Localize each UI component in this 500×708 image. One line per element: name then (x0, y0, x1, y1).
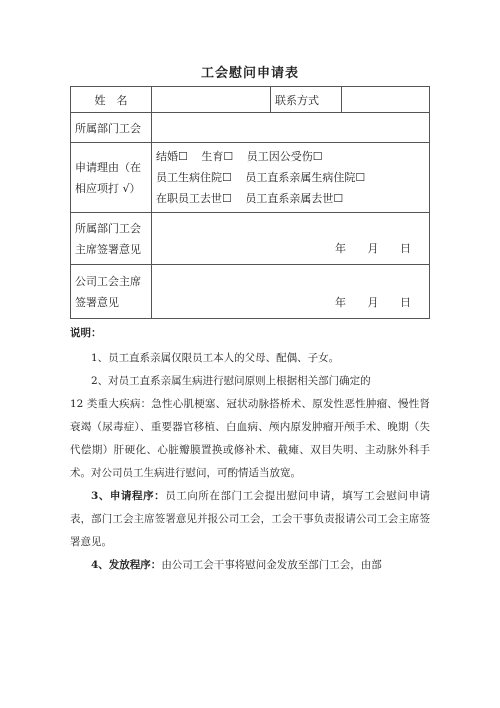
note-item-3 (70, 485, 430, 554)
application-form-table (70, 86, 430, 319)
dept-chair-label-line1: 所属部门工会 (75, 221, 141, 235)
company-chair-label (71, 265, 152, 319)
reason-options (152, 143, 430, 213)
company-chair-date: 年 月 日 (335, 296, 411, 309)
note-item-3-label: 3、申请程序： (91, 490, 166, 502)
page-title: 工会慰问申请表 (200, 66, 299, 81)
option-work-injury-checkbox[interactable]: 员工因公受伤☐ (246, 150, 323, 163)
name-field[interactable] (152, 87, 271, 113)
dept-chair-label (71, 213, 152, 265)
company-chair-label-line1: 公司工会主席 (75, 274, 141, 288)
reason-options-line2 (156, 167, 425, 188)
option-relative-hospitalized-checkbox[interactable]: 员工直系亲属生病住院☐ (245, 171, 366, 184)
note-item-2-line1: 2、对员工直系亲属生病进行慰问原则上根据相关部门确定的 (91, 375, 371, 387)
form-row-reason (71, 143, 430, 213)
note-item-1: 1、员工直系亲属仅限员工本人的父母、配偶、子女。 (91, 352, 340, 364)
contact-field[interactable] (342, 87, 430, 113)
form-row-company-chair (71, 265, 430, 319)
reason-label-line2: 相应项打 √） (75, 181, 141, 195)
name-label: 姓 名 (71, 87, 152, 113)
note-item-4-text: 由公司工会干事将慰问金发放至部门工会，由部 (161, 559, 382, 571)
option-employee-hospitalized-checkbox[interactable]: 员工生病住院☐ (156, 171, 232, 184)
note-item-3-text: 员工向所在部门工会提出慰问申请，填写工会慰问申请表，部门工会主席签署意见并报公司工会，工会干事负责报请公司工会主席签署意见。 (70, 490, 430, 548)
notes-heading: 说明： (70, 327, 102, 339)
dept-field[interactable] (152, 113, 430, 143)
form-row-dept-chair (71, 213, 430, 265)
reason-label-line1: 申请理由（在 (75, 160, 141, 174)
reason-options-line1 (156, 146, 425, 167)
dept-chair-date: 年 月 日 (335, 242, 411, 255)
notes-section (70, 322, 430, 577)
dept-chair-label-line2: 主席签署意见 (75, 242, 141, 256)
option-relative-deceased-checkbox[interactable]: 员工直系亲属去世☐ (245, 192, 344, 205)
note-item-4-label: 4、发放程序： (91, 559, 162, 571)
note-item-2-rest: 12 类重大疾病：急性心肌梗塞、冠状动脉搭桥术、原发性恶性肿瘤、慢性肾衰竭（尿毒症）、重要器官移植、白血病、颅内原发肿瘤开颅手术、晚期（失代偿期）肝硬化、心脏瓣膜置换或修补术、截瘫、双目失明、主动脉外科手术。对公司员工生病进行慰问，可酌情适当放宽。 (70, 398, 430, 479)
form-row-name (71, 87, 430, 113)
reason-options-line3 (156, 188, 425, 209)
option-employee-deceased-checkbox[interactable]: 在职员工去世☐ (156, 192, 232, 205)
contact-label: 联系方式 (271, 87, 342, 113)
note-item-4 (70, 554, 430, 577)
dept-chair-opinion-field[interactable] (152, 213, 430, 265)
reason-label (71, 143, 152, 213)
dept-label: 所属部门工会 (71, 113, 152, 143)
option-childbirth-checkbox[interactable]: 生育☐ (201, 150, 234, 163)
company-chair-opinion-field[interactable] (152, 265, 430, 319)
company-chair-label-line2: 签署意见 (75, 295, 119, 309)
form-row-dept (71, 113, 430, 143)
option-marriage-checkbox[interactable]: 结婚☐ (156, 150, 188, 163)
